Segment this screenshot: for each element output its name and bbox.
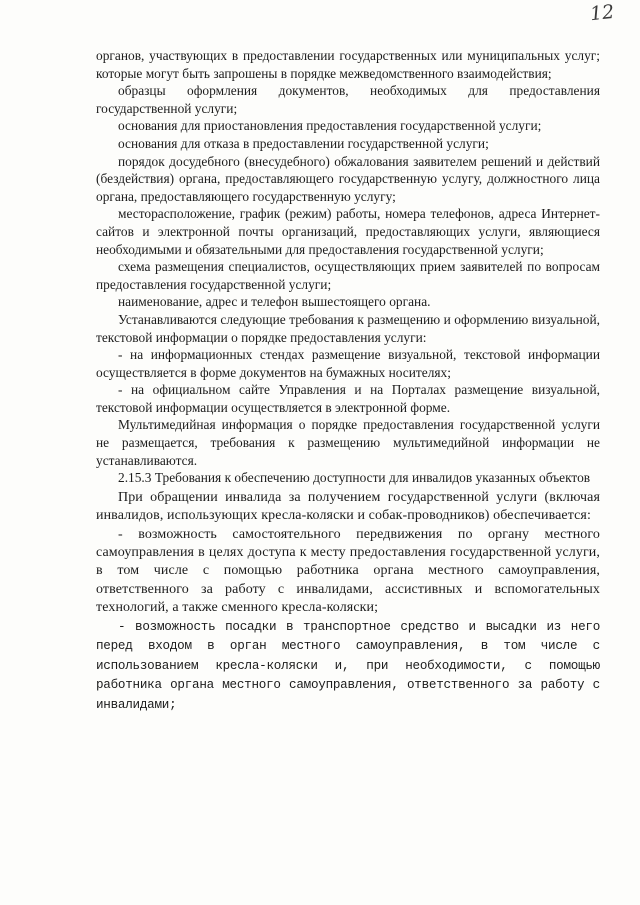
page-number: 12 [588,0,616,26]
paragraph: При обращении инвалида за получением государственной услуги (включая инвалидов, использующих кресла-коляски и собак-проводников) обеспечивается: [96,489,600,524]
paragraph: месторасположение, график (режим) работы, номера телефонов, адреса Интернет-сайтов и электронной почты организаций, предоставляющих услуги, являющиеся необходимыми и обязательными для предоставления государственной услуги; [96,206,600,257]
paragraph: наименование, адрес и телефон вышестоящего органа. [118,294,431,310]
paragraph: основания для приостановления предоставления государственной услуги; [118,118,542,134]
paragraph: порядок досудебного (внесудебного) обжалования заявителем решений и действий (бездействия) органа, предоставляющего государственную услугу, должностного лица органа, предоставляющего государственную услугу; [96,153,600,204]
paragraph: органов, участвующих в предоставлении государственных или муниципальных услуг; которые могут быть запрошены в порядке межведомственного взаимодействия; [96,48,600,81]
paragraph: - на официальном сайте Управления и на Порталах размещение визуальной, текстовой информации осуществляется в электронной форме. [96,382,600,415]
section-information-requirements [96,47,600,487]
paragraph: Мультимедийная информация о порядке предоставления государственной услуги не размещается, требования к размещению мультимедийной информации не устанавливаются. [96,417,600,468]
paragraph: схема размещения специалистов, осуществляющих прием заявителей по вопросам предоставления государственной услуги; [96,259,600,292]
paragraph: - на информационных стендах размещение визуальной, текстовой информации осуществляется в форме документов на бумажных носителях; [96,347,600,380]
paragraph: Устанавливаются следующие требования к размещению и оформлению визуальной, текстовой информации о порядке предоставления услуги: [96,311,600,345]
section-transport-access [96,618,600,716]
section-heading: 2.15.3 Требования к обеспечению доступности для инвалидов указанных объектов [118,470,591,486]
paragraph: - возможность посадки в транспортное средство и высадки из него перед входом в орган местного самоуправления, в том числе с использованием кресла-коляски и, при необходимости, с помощью работника органа местного самоуправления, ответственного за работу с инвалидами; [96,619,600,712]
paragraph: - возможность самостоятельного передвижения по органу местного самоуправления в целях доступа к месту предоставления государственной услуги, в том числе с помощью работника органа местного самоуправления, ответственного за работу с инвалидами, ассистивных и вспомогательных технологий, а также сменного кресла-коляски; [96,526,600,616]
paragraph: образцы оформления документов, необходимых для предоставления государственной услуги; [96,83,600,116]
paragraph: основания для отказа в предоставлении государственной услуги; [118,135,489,151]
document-body [96,47,600,715]
section-accessibility [96,489,600,618]
